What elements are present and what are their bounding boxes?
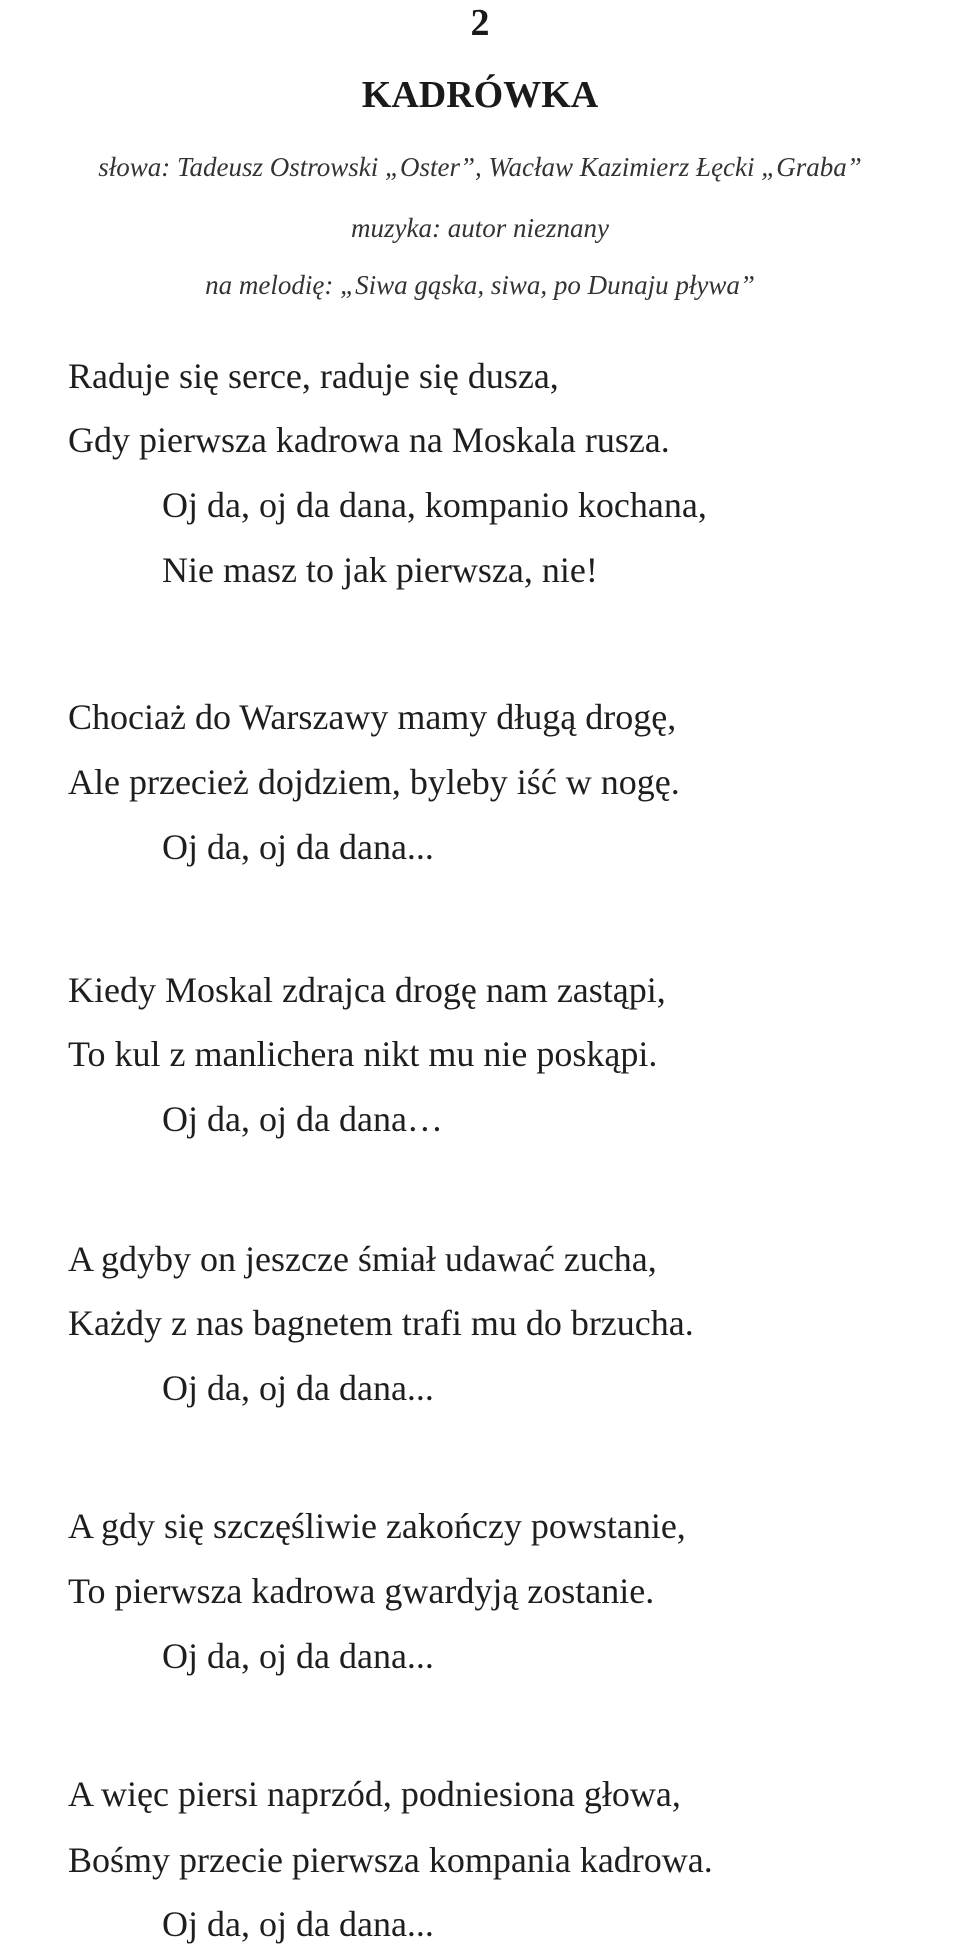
refrain-line: Oj da, oj da dana...: [162, 827, 434, 867]
verse-line: To kul z manlichera nikt mu nie poskąpi.: [68, 1034, 658, 1074]
verse-line: Raduje się serce, raduje się dusza,: [68, 356, 559, 396]
verse-line: Chociaż do Warszawy mamy długą drogę,: [68, 697, 677, 737]
refrain-line: Nie masz to jak pierwsza, nie!: [162, 550, 598, 590]
refrain-line: Oj da, oj da dana...: [162, 1636, 434, 1676]
verse-line: A gdyby on jeszcze śmiał udawać zucha,: [68, 1239, 657, 1279]
song-title: KADRÓWKA: [361, 74, 599, 116]
verse-line: To pierwsza kadrowa gwardyją zostanie.: [68, 1571, 655, 1611]
verse-line: Ale przecież dojdziem, byleby iść w nogę.: [68, 762, 680, 802]
refrain-line: Oj da, oj da dana...: [162, 1904, 434, 1944]
verse-line: Każdy z nas bagnetem trafi mu do brzucha.: [68, 1303, 694, 1343]
verse-line: Bośmy przecie pierwsza kompania kadrowa.: [68, 1840, 713, 1880]
verse-line: Kiedy Moskal zdrajca drogę nam zastąpi,: [68, 970, 666, 1010]
refrain-line: Oj da, oj da dana, kompanio kochana,: [162, 485, 707, 525]
melody-credit: na melodię: „Siwa gąska, siwa, po Dunaju pływa”: [205, 270, 755, 300]
verse-line: A gdy się szczęśliwie zakończy powstanie,: [68, 1506, 686, 1546]
song-number: 2: [470, 2, 490, 44]
verse-line: Gdy pierwsza kadrowa na Moskala rusza.: [68, 420, 670, 460]
lyrics-credit: słowa: Tadeusz Ostrowski „Oster”, Wacław Kazimierz Łęcki „Graba”: [98, 152, 862, 182]
music-credit: muzyka: autor nieznany: [351, 213, 609, 243]
verse-line: A więc piersi naprzód, podniesiona głowa,: [68, 1774, 681, 1814]
refrain-line: Oj da, oj da dana...: [162, 1368, 434, 1408]
refrain-line: Oj da, oj da dana…: [162, 1099, 443, 1139]
